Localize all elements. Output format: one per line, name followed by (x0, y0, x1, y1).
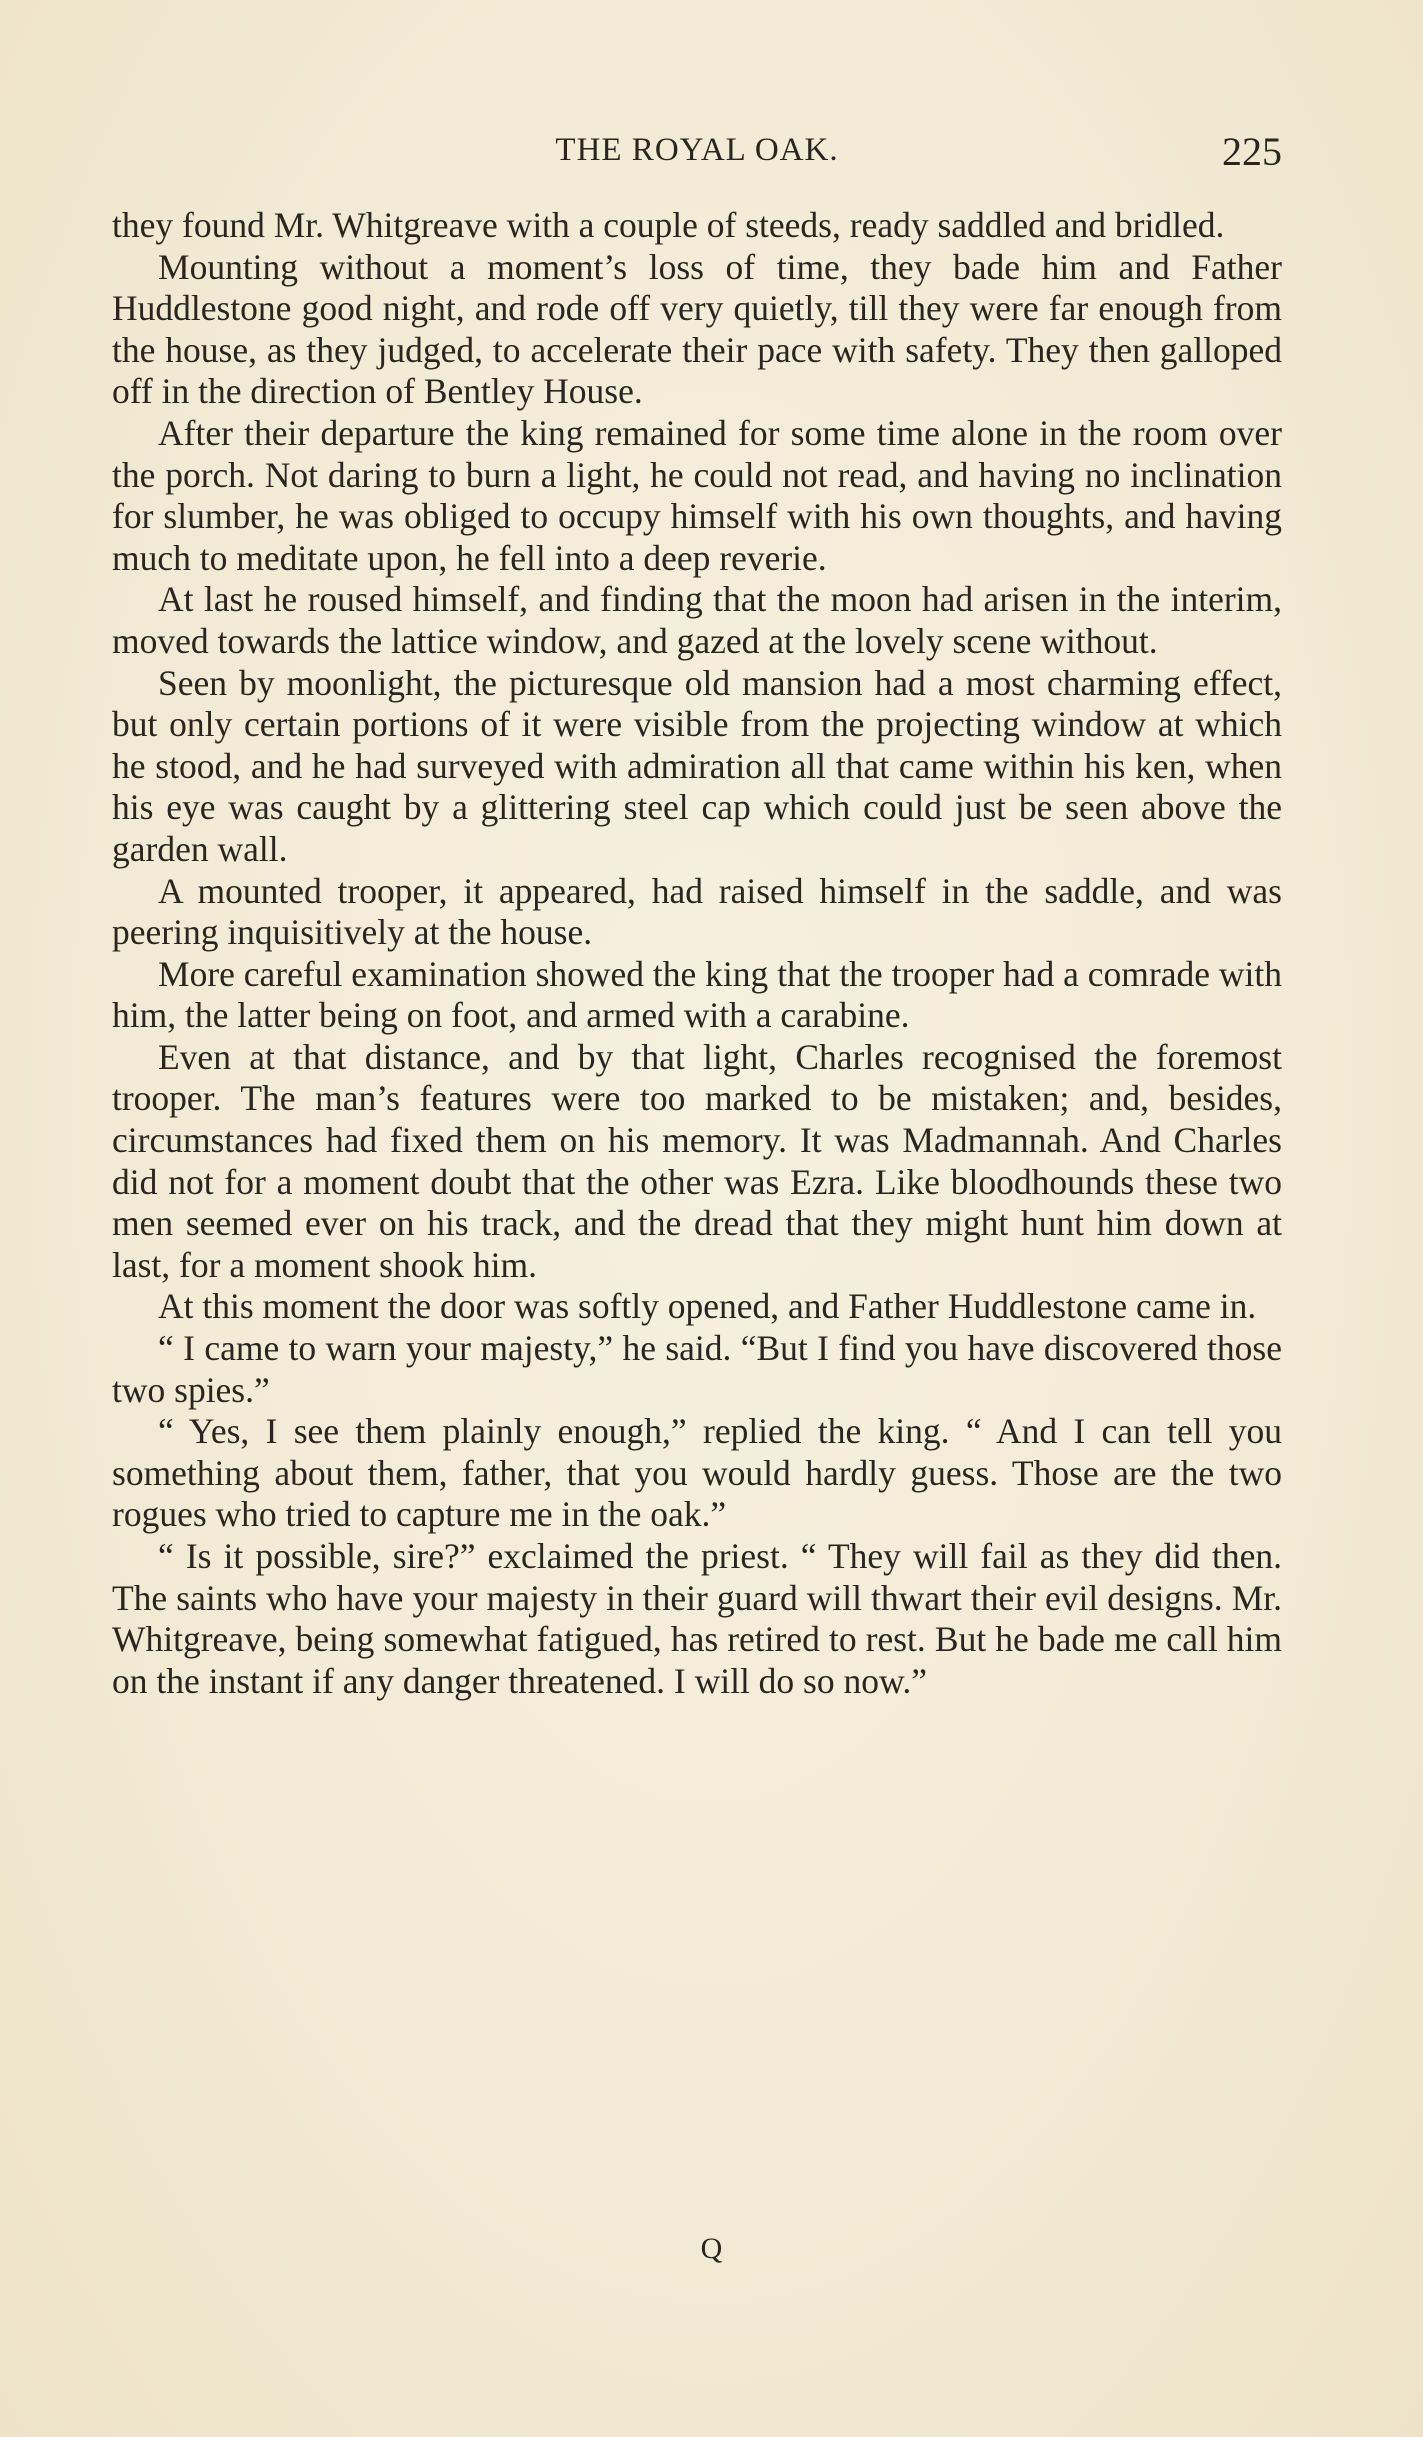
paragraph: A mounted trooper, it appeared, had raised himself in the saddle, and was peering inquisitively at the house. (112, 870, 1282, 953)
paragraph: “ I came to warn your majesty,” he said. “But I find you have discovered those two spies.” (112, 1328, 1282, 1410)
paragraph: Mounting without a moment’s loss of time, they bade him and Father Huddlestone good night, and rode off very quietly, till they were far enough from the house, as they judged, to accelerate their pace with safety. They then galloped off in the direction of Bentley House. (112, 246, 1282, 412)
paragraph: they found Mr. Whitgreave with a couple of steeds, ready saddled and bridled. (112, 205, 1225, 245)
paragraph: At this moment the door was softly opened, and Father Huddlestone came in. (158, 1286, 1257, 1327)
paragraph: After their departure the king remained for some time alone in the room over the porch. Not daring to burn a light, he could not read, and having no inclination for slumber, he was obliged to occupy himself with his own thoughts, and having much to meditate upon, he fell into a deep reverie. (112, 412, 1282, 578)
page-header (112, 128, 1282, 188)
paragraph: At last he roused himself, and finding that the moon had arisen in the interim, moved towards the lattice window, and gazed at the lovely scene without. (112, 579, 1282, 661)
paragraph: “ Yes, I see them plainly enough,” replied the king. “ And I can tell you something about them, father, that you would hardly guess. Those are the two rogues who tried to capture me in the oak.” (112, 1411, 1282, 1535)
paragraph: Even at that distance, and by that light, Charles recognised the foremost trooper. The man’s features were too marked to be mistaken; and, besides, circumstances had fixed them on his memory. It was Madmannah. And Charles did not for a moment doubt that the other was Ezra. Like bloodhounds these two men seemed ever on his track, and the dread that they might hunt him down at last, for a moment shook him. (112, 1036, 1282, 1285)
body-text (112, 205, 1282, 1702)
signature-mark: Q (700, 2232, 723, 2265)
paragraph: “ Is it possible, sire?” exclaimed the priest. “ They will fail as they did then. The saints who have your majesty in their guard will thwart their evil designs. Mr. Whitgreave, being somewhat fatigued, has retired to rest. But he bade me call him on the instant if any danger threatened. I will do so now.” (112, 1536, 1282, 1701)
page-number: 225 (1222, 129, 1282, 174)
paragraph: Seen by moonlight, the picturesque old mansion had a most charming effect, but only certain portions of it were visible from the projecting window at which he stood, and he had surveyed with admiration all that came within his ken, when his eye was caught by a glittering steel cap which could just be seen above the garden wall. (112, 662, 1282, 869)
running-title: THE ROYAL OAK. (555, 132, 839, 168)
paragraph: More careful examination showed the king that the trooper had a comrade with him, the latter being on foot, and armed with a carabine. (112, 953, 1282, 1036)
